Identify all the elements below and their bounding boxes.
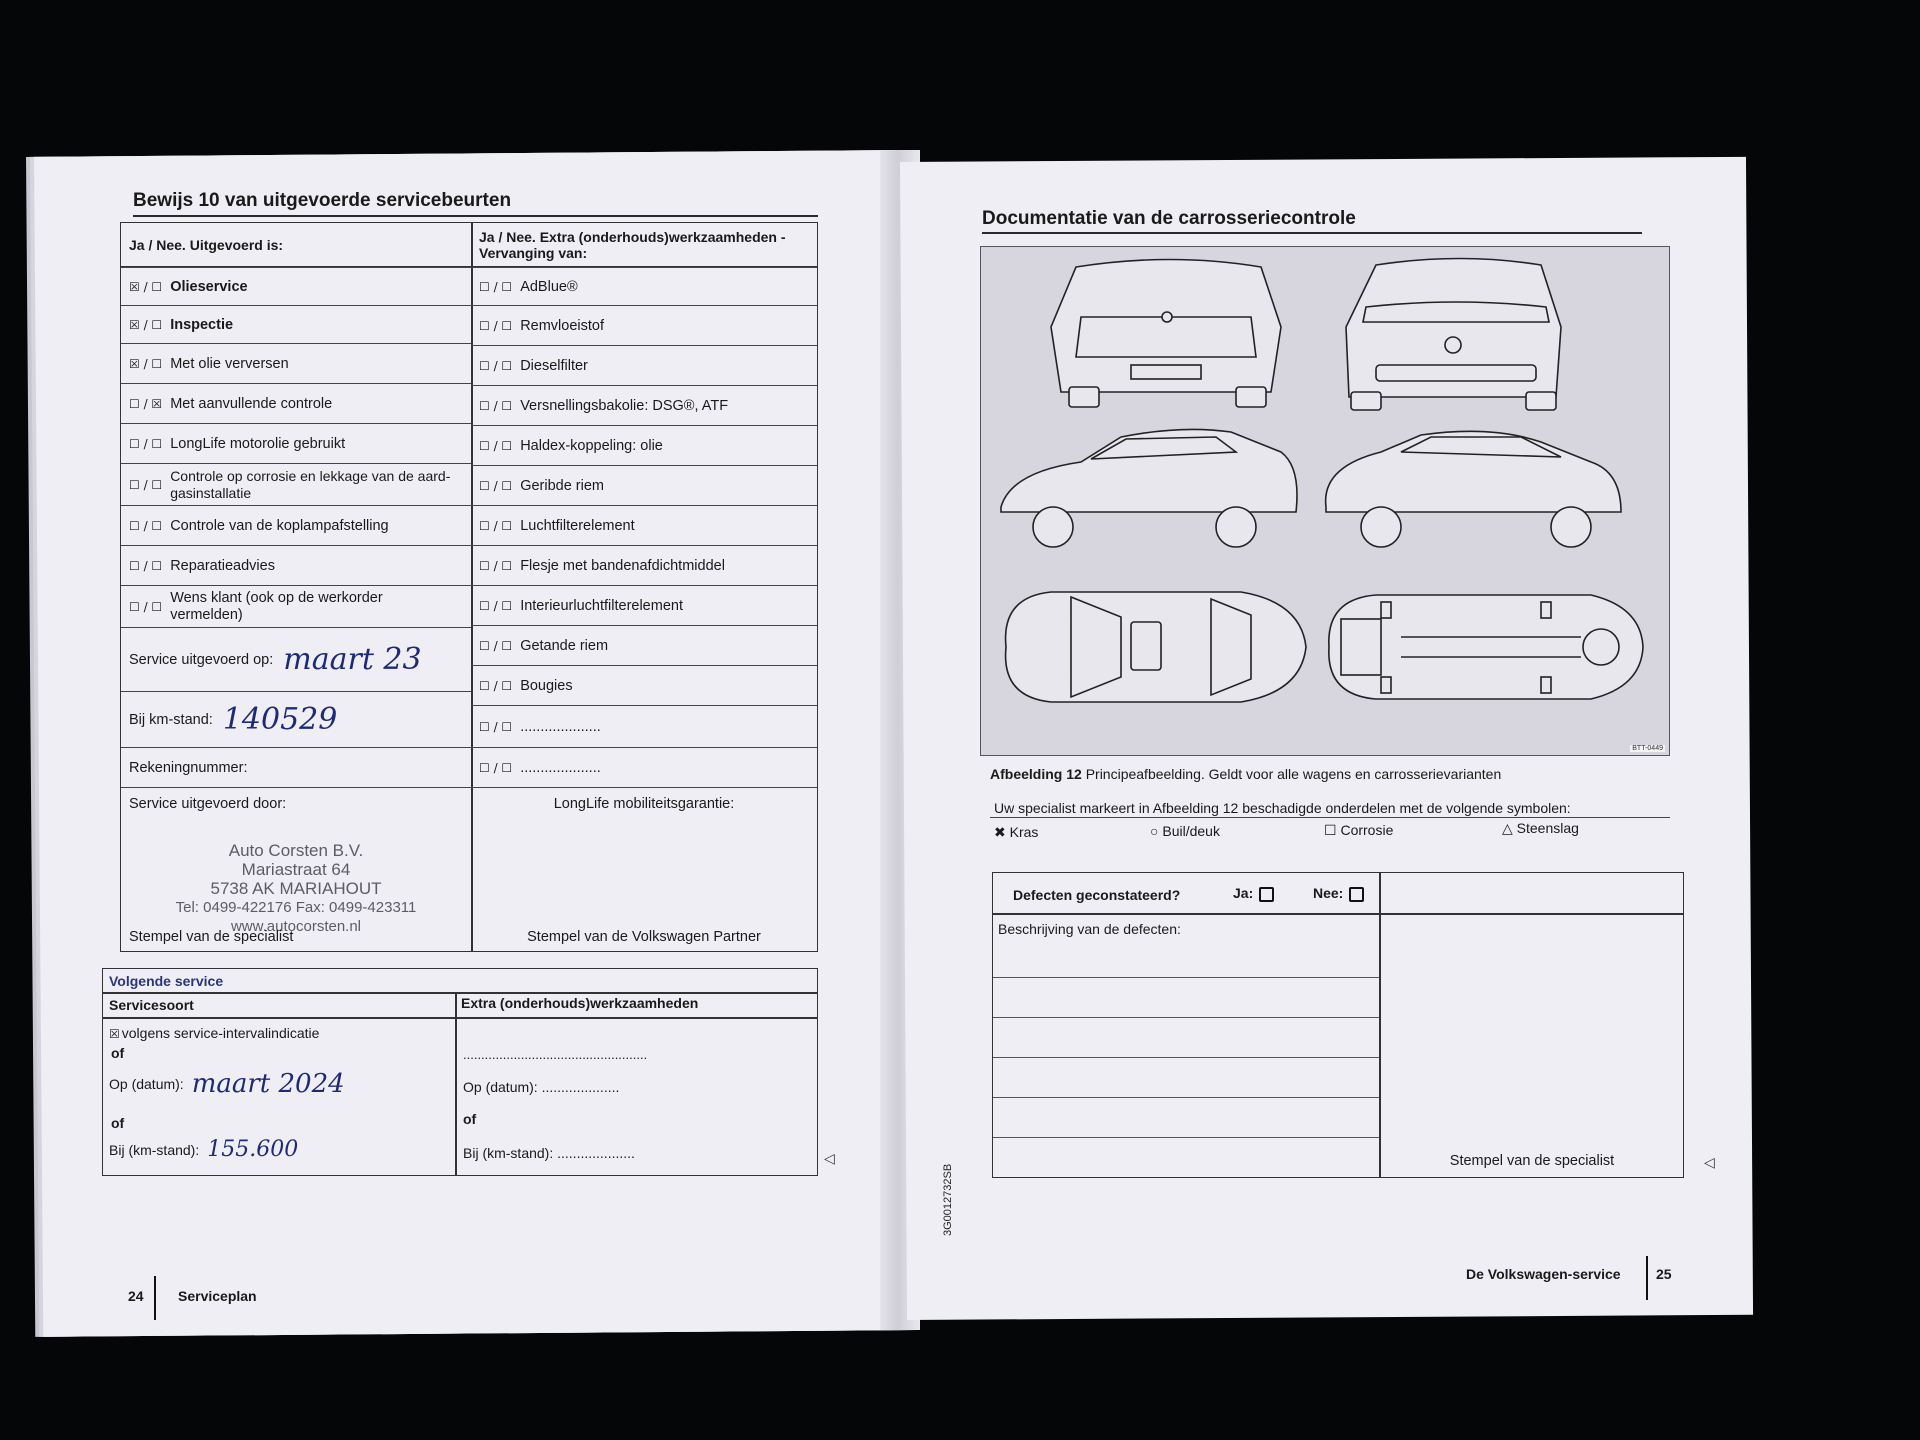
next-km-label: Bij (km-stand): xyxy=(109,1141,200,1158)
next-date-label: Op (datum): xyxy=(109,1076,184,1092)
extra-item-blank-1[interactable] xyxy=(471,705,817,747)
continue-arrow-icon: ◁ xyxy=(824,1150,835,1166)
checkbox-pair[interactable]: ☐ / ☐ xyxy=(479,318,513,333)
circle-icon: ○ xyxy=(1150,823,1159,839)
extra-item-label: Bougies xyxy=(520,677,573,694)
item-label: Inspectie xyxy=(170,316,234,333)
extra-item-adblue[interactable] xyxy=(471,267,817,305)
car-front-view[interactable] xyxy=(1346,259,1561,411)
interval-option[interactable] xyxy=(109,1025,319,1041)
extra-item-interieurluchtfilter[interactable] xyxy=(471,585,817,625)
km-label: Bij km-stand: xyxy=(129,711,213,728)
right-footer-tick xyxy=(1646,1256,1648,1300)
right-column-header: Ja / Nee. Extra (onderhouds)werkzaamheden - Vervanging van: xyxy=(471,223,817,267)
next-km-field[interactable] xyxy=(109,1137,298,1162)
item-label: Met aanvullende controle xyxy=(170,395,333,412)
dealer-website: www.autocorsten.nl xyxy=(230,918,362,935)
defects-no-option[interactable] xyxy=(1313,885,1364,902)
extra-item-dieselfilter[interactable] xyxy=(471,345,817,385)
extra-item-bougies[interactable] xyxy=(471,665,817,705)
service-table xyxy=(120,222,818,952)
item-label: Met olie verversen xyxy=(170,355,289,372)
car-diagram-figure[interactable] xyxy=(980,246,1670,756)
description-line[interactable] xyxy=(993,977,1379,978)
partner-stamp-label: Stempel van de Volkswagen Partner xyxy=(527,929,761,945)
next-service-rule xyxy=(103,992,817,994)
km-field[interactable] xyxy=(121,691,471,747)
legend-buil xyxy=(1150,823,1220,839)
extra-item-luchtfilter[interactable] xyxy=(471,505,817,545)
car-side-view-right[interactable] xyxy=(1326,431,1621,547)
left-page-title: Bewijs 10 van uitgevoerde servicebeurten xyxy=(133,190,512,211)
next-date-field[interactable] xyxy=(109,1069,345,1099)
extra-item-label: Versnellingsbakolie: DSG®, ATF xyxy=(520,397,729,414)
defects-description-label: Beschrijving van de defecten: xyxy=(998,921,1181,937)
extra-item-bandenafdichtmiddel[interactable] xyxy=(471,545,817,585)
next-service-title: Volgende service xyxy=(109,973,224,989)
item-olieservice[interactable] xyxy=(121,267,471,305)
legend-steenslag xyxy=(1502,820,1579,837)
checkbox-pair[interactable]: ☐ / ☐ xyxy=(479,279,513,294)
checkbox-pair[interactable]: ☒ / ☐ xyxy=(129,317,163,332)
extra-item-label: Interieurluchtfilterelement xyxy=(520,597,683,614)
extra-item-label: .................... xyxy=(520,718,601,735)
extra-work-dots[interactable]: ................................................... xyxy=(463,1047,648,1062)
legend-corrosie xyxy=(1324,822,1393,839)
next-service-header-rule xyxy=(103,1017,817,1019)
item-label: LongLife motorolie gebruikt xyxy=(170,435,346,452)
extra-work-header: Extra (onderhouds)werkzaamheden xyxy=(461,995,699,1011)
vertical-document-code: 3G0012732SB xyxy=(942,1163,954,1236)
service-date-label: Service uitgevoerd op: xyxy=(129,651,274,668)
service-type-header: Servicesoort xyxy=(109,997,194,1013)
caption-text: Principeafbeelding. Geldt voor alle wagens en carrosserievarianten xyxy=(1085,766,1502,782)
defects-divider xyxy=(1379,873,1381,1177)
checkbox-pair[interactable]: ☐ / ☐ xyxy=(479,598,513,613)
or-label: of xyxy=(111,1045,125,1061)
service-date-field[interactable] xyxy=(121,627,471,691)
item-wens-klant[interactable] xyxy=(121,585,471,627)
extra-item-blank-2[interactable] xyxy=(471,747,817,787)
item-longlife-olie[interactable] xyxy=(121,423,471,463)
checkbox-pair[interactable]: ☐ / ☐ xyxy=(129,477,163,492)
extra-item-remvloeistof[interactable] xyxy=(471,305,817,345)
car-underbody-view[interactable] xyxy=(1329,595,1643,699)
item-reparatieadvies[interactable] xyxy=(121,545,471,585)
legend-label: Kras xyxy=(1009,824,1039,840)
continue-arrow-icon: ◁ xyxy=(1704,1154,1715,1170)
triangle-icon: △ xyxy=(1502,820,1513,836)
figure-code: BTT-0449 xyxy=(1632,745,1663,752)
or-label: of xyxy=(111,1115,125,1131)
extra-item-label: Haldex-koppeling: olie xyxy=(520,437,663,454)
cross-icon: ✖ xyxy=(994,824,1006,840)
extra-km-field[interactable]: Bij (km-stand): .................... xyxy=(463,1145,635,1161)
left-footer-label: Serviceplan xyxy=(178,1288,257,1304)
longlife-field xyxy=(471,787,817,951)
description-line[interactable] xyxy=(993,1017,1379,1018)
right-footer-label: De Volkswagen-service xyxy=(1466,1266,1621,1282)
extra-date-field[interactable]: Op (datum): .................... xyxy=(463,1079,620,1095)
checkbox-pair[interactable]: ☒ / ☐ xyxy=(129,356,163,371)
longlife-label: LongLife mobiliteitsgarantie: xyxy=(553,796,735,812)
yes-label: Ja: xyxy=(1233,885,1254,901)
extra-item-label: Dieselfilter xyxy=(520,357,588,374)
defects-header-rule xyxy=(993,913,1683,915)
left-footer-tick xyxy=(154,1276,156,1320)
checkbox-pair[interactable]: ☐ / ☐ xyxy=(129,518,163,533)
extra-item-label: Flesje met bandenafdichtmiddel xyxy=(520,557,725,574)
extra-item-haldex[interactable] xyxy=(471,425,817,465)
legend-label: Corrosie xyxy=(1340,822,1394,838)
invoice-label: Rekeningnummer: xyxy=(129,759,248,776)
service-date-value: maart 23 xyxy=(283,642,422,677)
next-date-value: maart 2024 xyxy=(191,1069,345,1099)
checkbox-pair[interactable]: ☐ / ☐ xyxy=(479,398,513,413)
item-label: Controle van de koplampafstelling xyxy=(170,517,389,534)
checkbox-pair[interactable]: ☐ / ☐ xyxy=(479,438,513,453)
or-label: of xyxy=(463,1111,477,1127)
description-line[interactable] xyxy=(993,1137,1379,1138)
item-corrosie-controle[interactable] xyxy=(121,463,471,505)
checkbox-pair[interactable]: ☐ / ☐ xyxy=(479,358,513,373)
caption-label: Afbeelding 12 xyxy=(990,766,1082,782)
yes-checkbox[interactable] xyxy=(1259,887,1274,902)
no-checkbox[interactable] xyxy=(1349,887,1364,902)
item-label: Reparatieadvies xyxy=(170,557,275,574)
damage-instruction: Uw specialist markeert in Afbeelding 12 beschadigde onderdelen met de volgende symbolen: xyxy=(994,800,1571,816)
extra-item-versnellingsbakolie[interactable] xyxy=(471,385,817,425)
figure-caption xyxy=(990,766,1501,782)
description-line[interactable] xyxy=(993,1097,1379,1098)
right-specialist-stamp-label: Stempel van de specialist xyxy=(1449,1153,1615,1169)
next-service-table xyxy=(102,968,818,1176)
extra-item-label: Geribde riem xyxy=(520,477,604,494)
defects-table xyxy=(992,872,1684,1178)
extra-item-getande-riem[interactable] xyxy=(471,625,817,665)
item-koplampafstelling[interactable] xyxy=(121,505,471,545)
description-line[interactable] xyxy=(993,1057,1379,1058)
dealer-phone: Tel: 0499-422176 Fax: 0499-423311 xyxy=(175,899,417,916)
item-label: Olieservice xyxy=(170,278,248,295)
specialist-stamp-label: Stempel van de specialist xyxy=(129,929,294,945)
car-outlines[interactable] xyxy=(981,247,1669,755)
checkbox-pair[interactable]: ☒ / ☐ xyxy=(129,279,163,294)
square-icon: ☐ xyxy=(1324,822,1337,838)
checkbox-pair[interactable]: ☐ / ☐ xyxy=(479,760,513,775)
extra-item-label: .................... xyxy=(520,759,601,776)
checkbox-pair[interactable]: ☐ / ☐ xyxy=(479,638,513,653)
performed-by-label: Service uitgevoerd door: xyxy=(129,796,287,812)
extra-item-geribde-riem[interactable] xyxy=(471,465,817,505)
item-olie-verversen[interactable] xyxy=(121,343,471,383)
checkbox-pair[interactable]: ☐ / ☐ xyxy=(479,558,513,573)
defects-question: Defecten geconstateerd? xyxy=(1013,887,1181,903)
dealer-stamp xyxy=(131,841,461,936)
instruction-rule xyxy=(990,817,1670,818)
extra-item-label: Luchtfilterelement xyxy=(520,517,635,534)
next-km-value: 155.600 xyxy=(207,1137,299,1162)
left-title-rule xyxy=(133,215,818,217)
dealer-name: Auto Corsten B.V. xyxy=(228,841,364,860)
item-inspectie[interactable] xyxy=(121,305,471,343)
car-side-view-left[interactable] xyxy=(1001,429,1297,547)
dealer-city: 5738 AK MARIAHOUT xyxy=(210,879,382,898)
checkbox-pair[interactable]: ☐ / ☐ xyxy=(479,678,513,693)
checkbox-pair[interactable]: ☐ / ☒ xyxy=(129,396,163,411)
extra-item-label: AdBlue® xyxy=(520,278,578,295)
defects-yes-option[interactable] xyxy=(1233,885,1274,902)
item-label: Wens klant (ook op de werkorder vermelden) xyxy=(170,589,383,623)
interval-checkbox[interactable]: ☒ xyxy=(109,1027,120,1041)
checkbox-pair[interactable]: ☐ / ☐ xyxy=(479,478,513,493)
item-label: Controle op corrosie en lekkage van de aard-gasinstallatie xyxy=(170,467,451,501)
left-column-header: Ja / Nee. Uitgevoerd is: xyxy=(121,223,471,267)
checkbox-pair[interactable]: ☐ / ☐ xyxy=(479,719,513,734)
legend-label: Buil/deuk xyxy=(1162,823,1220,839)
right-page-number: 25 xyxy=(1656,1266,1672,1282)
left-page-number: 24 xyxy=(128,1288,144,1304)
legend-kras xyxy=(994,824,1038,841)
next-service-divider xyxy=(455,993,457,1175)
legend-label: Steenslag xyxy=(1516,820,1579,836)
car-top-view[interactable] xyxy=(1006,592,1306,702)
car-rear-view[interactable] xyxy=(1051,260,1281,408)
interval-label: volgens service-intervalindicatie xyxy=(121,1025,320,1041)
item-aanvullende-controle[interactable] xyxy=(121,383,471,423)
extra-item-label: Getande riem xyxy=(520,637,609,654)
extra-item-label: Remvloeistof xyxy=(520,317,604,334)
right-page-title: Documentatie van de carrosseriecontrole xyxy=(982,208,1356,229)
right-title-rule xyxy=(982,232,1642,234)
checkbox-pair[interactable]: ☐ / ☐ xyxy=(479,518,513,533)
checkbox-pair[interactable]: ☐ / ☐ xyxy=(129,436,163,451)
invoice-field[interactable] xyxy=(121,747,471,787)
km-value: 140529 xyxy=(222,702,338,737)
no-label: Nee: xyxy=(1313,885,1344,901)
checkbox-pair[interactable]: ☐ / ☐ xyxy=(129,599,163,614)
dealer-street: Mariastraat 64 xyxy=(241,860,351,879)
checkbox-pair[interactable]: ☐ / ☐ xyxy=(129,558,163,573)
